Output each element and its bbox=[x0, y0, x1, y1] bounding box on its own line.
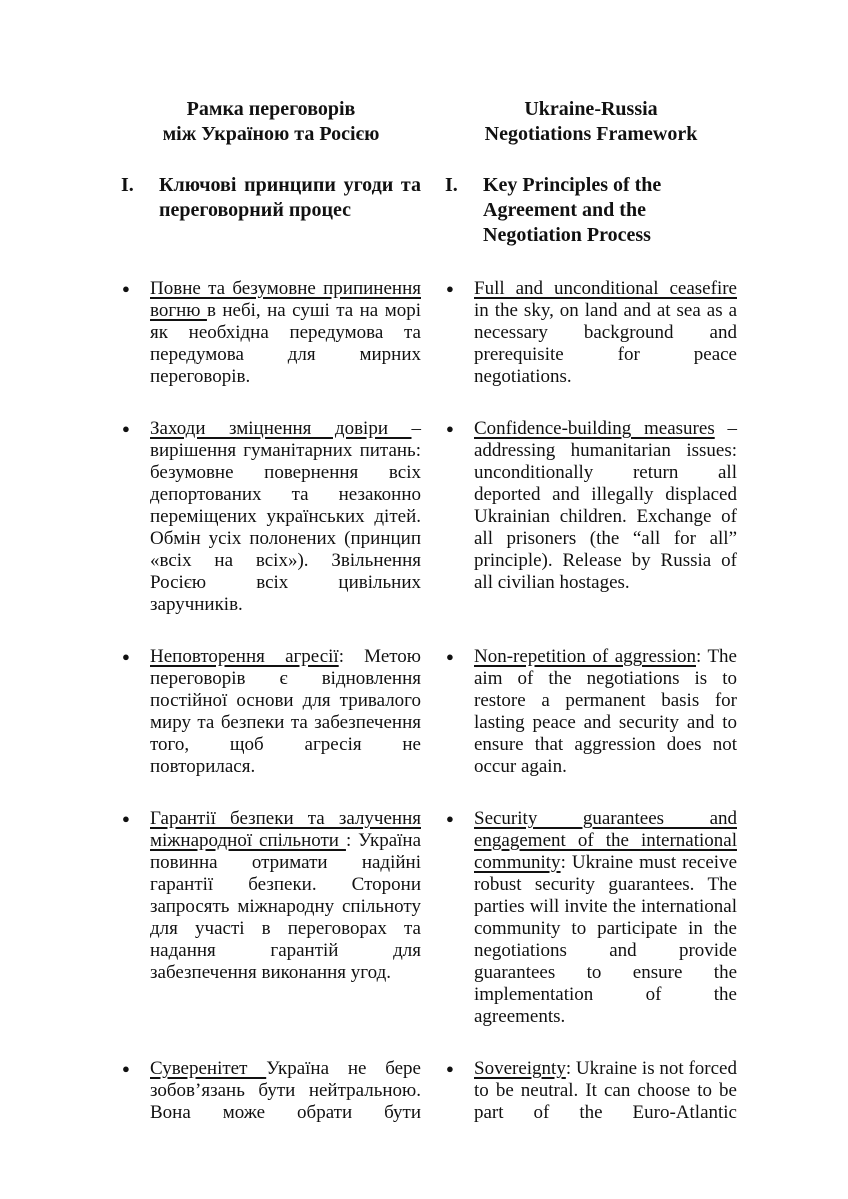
en-bullet-non-repetition bbox=[445, 646, 737, 778]
uk-section-heading bbox=[121, 173, 421, 223]
uk-bullet-confidence-measures-lead: Заходи зміцнення довіри bbox=[150, 418, 412, 439]
uk-bullet-non-repetition bbox=[121, 646, 421, 778]
en-title-line-2: Negotiations Framework bbox=[484, 123, 698, 145]
two-column-document bbox=[121, 97, 737, 1124]
uk-bullet-non-repetition-lead: Неповторення агресії bbox=[150, 646, 339, 667]
uk-bullet-ceasefire-text: в небі, на суші та на морі як необхідна передумова та передумова для мирних переговорів. bbox=[150, 300, 421, 387]
en-bullet-ceasefire-lead: Full and unconditional ceasefire bbox=[474, 278, 737, 299]
uk-bullet-confidence-measures bbox=[121, 418, 421, 616]
uk-document-title bbox=[121, 97, 421, 147]
en-bullet-non-repetition-text: : The aim of the negotiations is to restore a permanent basis for lasting peace and security and to ensure that aggression does not occur again. bbox=[474, 646, 737, 777]
uk-section-numeral: I. bbox=[121, 174, 134, 196]
uk-bullet-ceasefire bbox=[121, 278, 421, 388]
uk-bullet-security-guarantees-lead: Гарантії безпеки та залучення міжнародної спільноти bbox=[150, 808, 421, 851]
bullet-icon: ● bbox=[446, 649, 454, 664]
en-document-title bbox=[445, 97, 737, 147]
en-title-line-1: Ukraine-Russia bbox=[524, 98, 658, 120]
en-bullet-security-guarantees-lead: Security guarantees and engagement of the international community bbox=[474, 808, 737, 873]
bullet-icon: ● bbox=[446, 1061, 454, 1076]
uk-bullet-sovereignty-lead: Суверенітет bbox=[150, 1058, 267, 1079]
en-bullet-sovereignty-text: : Ukraine is not forced to be neutral. It can choose to be part of the Euro-Atlantic bbox=[474, 1058, 737, 1123]
uk-bullet-sovereignty-text: Україна не бере зобов’язань бути нейтральною. Вона може обрати бути bbox=[150, 1058, 421, 1123]
bullet-icon: ● bbox=[446, 421, 454, 436]
en-column-header bbox=[445, 97, 737, 248]
uk-title-line-2: між Україною та Росією bbox=[162, 123, 380, 145]
bullet-icon: ● bbox=[122, 421, 130, 436]
en-bullet-non-repetition-lead: Non-repetition of aggression bbox=[474, 646, 696, 667]
uk-bullet-ceasefire-lead: Повне та безумовне припинення вогню bbox=[150, 278, 421, 321]
en-section-heading bbox=[445, 173, 737, 248]
en-bullet-confidence-measures-lead: Confidence-building measures bbox=[474, 418, 715, 439]
uk-bullet-sovereignty bbox=[121, 1058, 421, 1124]
en-bullet-sovereignty bbox=[445, 1058, 737, 1124]
bullet-icon: ● bbox=[122, 281, 130, 296]
bullet-icon: ● bbox=[122, 649, 130, 664]
uk-bullet-non-repetition-text: : Метою переговорів є відновлення постійної основи для тривалого миру та безпеки та забезпечення того, щоб агресія не повторилася. bbox=[150, 646, 421, 777]
uk-bullet-confidence-measures-text: – вирішення гуманітарних питань: безумовне повернення всіх депортованих та незаконно переміщених українських дітей. Обмін усіх полонених (принцип «всіх на всіх»). Звільнення Росією всіх цивільних заручників. bbox=[150, 418, 421, 615]
en-bullet-confidence-measures bbox=[445, 418, 737, 616]
bullet-icon: ● bbox=[446, 811, 454, 826]
uk-title-line-1: Рамка переговорів bbox=[186, 98, 356, 120]
uk-bullet-security-guarantees-text: : Україна повинна отримати надійні гарантії безпеки. Сторони запросять міжнародну спільноту для участі в переговорах та надання гарантій для забезпечення виконання угод. bbox=[150, 830, 422, 983]
uk-column-header bbox=[121, 97, 421, 248]
en-bullet-ceasefire bbox=[445, 278, 737, 388]
en-bullet-security-guarantees bbox=[445, 808, 737, 1028]
en-bullet-sovereignty-lead: Sovereignty bbox=[474, 1058, 566, 1079]
en-bullet-ceasefire-text: in the sky, on land and at sea as a necessary background and prerequisite for peace negotiations. bbox=[474, 300, 737, 387]
bullet-icon: ● bbox=[446, 281, 454, 296]
uk-section-heading-text: Ключові принципи угоди та переговорний процес bbox=[159, 174, 421, 221]
bullet-icon: ● bbox=[122, 1061, 130, 1076]
en-section-numeral: I. bbox=[445, 174, 458, 196]
en-section-heading-text: Key Principles of the Agreement and the Negotiation Process bbox=[483, 174, 662, 246]
bullet-icon: ● bbox=[122, 811, 130, 826]
en-bullet-security-guarantees-text: : Ukraine must receive robust security guarantees. The parties will invite the international community to participate in the negotiations and provide guarantees to ensure the implementation of the agreements. bbox=[474, 852, 737, 1027]
en-bullet-confidence-measures-text: – addressing humanitarian issues: unconditionally return all deported and illegally displaced Ukrainian children. Exchange of all prisoners (the “all for all” principle). Release by Russia of all civilian hostages. bbox=[474, 418, 737, 593]
uk-bullet-security-guarantees bbox=[121, 808, 421, 1028]
